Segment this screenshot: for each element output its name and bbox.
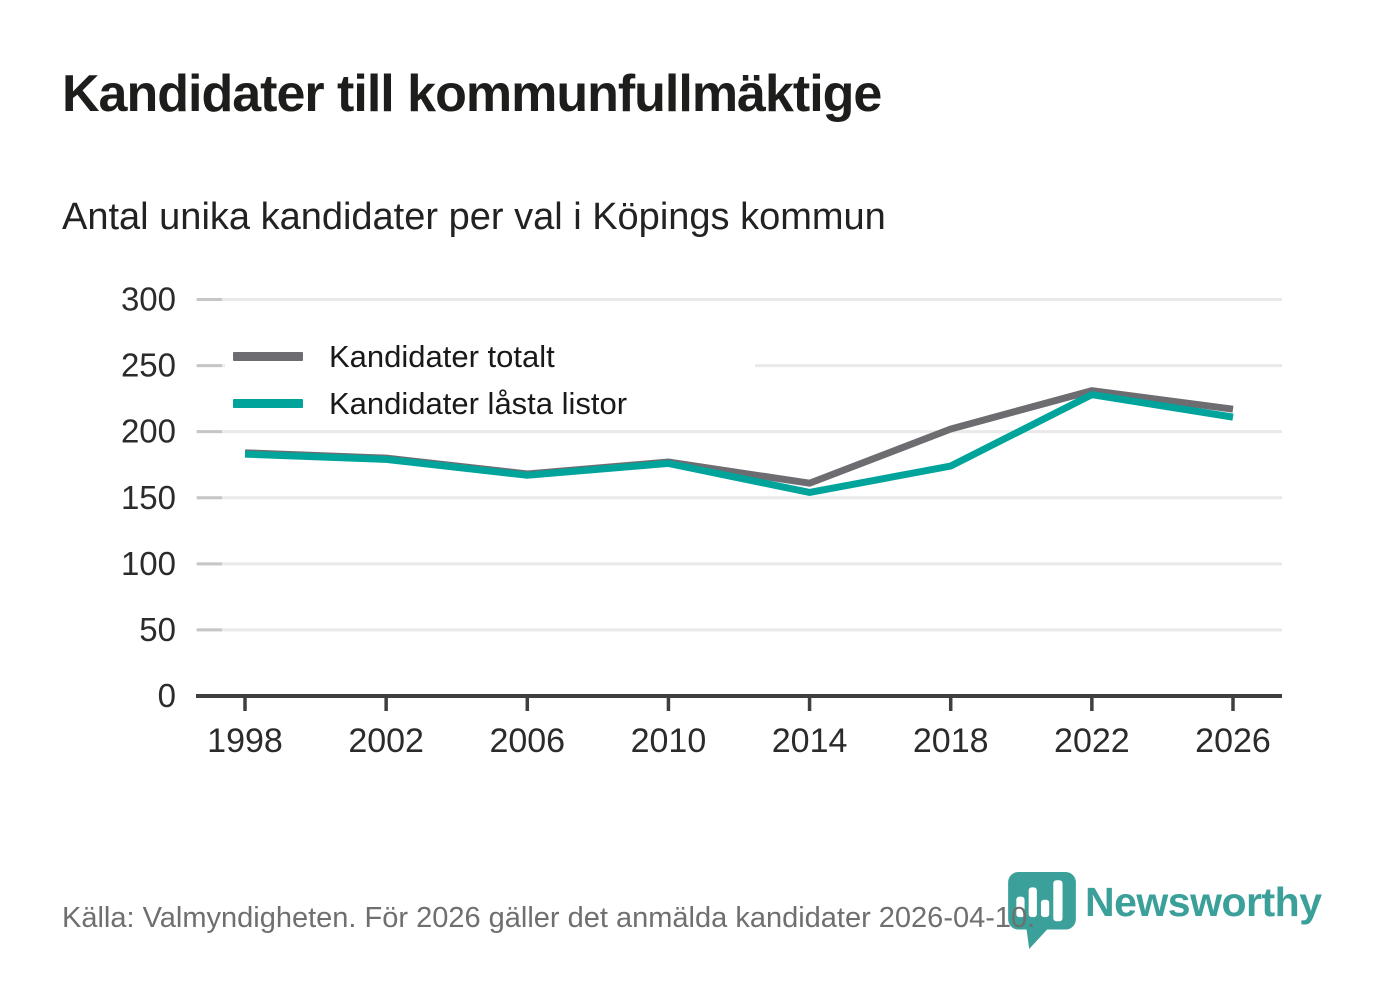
legend-swatch-lasta-listor — [233, 399, 303, 408]
chart-legend — [225, 333, 755, 427]
page-title: Kandidater till kommunfullmäktige — [62, 65, 882, 123]
chart-subtitle: Antal unika kandidater per val i Köpings kommun — [62, 196, 886, 238]
newsworthy-logo-text: Newsworthy — [1085, 879, 1322, 925]
x-tick-label-2018: 2018 — [912, 722, 989, 760]
y-tick-label-100: 100 — [120, 544, 176, 582]
legend-label-lasta-listor: Kandidater låsta listor — [329, 386, 628, 421]
y-tick-label-200: 200 — [120, 412, 176, 450]
legend-item-kandidater-totalt — [225, 333, 755, 380]
x-tick-label-2006: 2006 — [489, 722, 566, 760]
x-tick-label-2026: 2026 — [1195, 722, 1271, 760]
legend-label-totalt: Kandidater totalt — [329, 339, 555, 374]
legend-swatch-totalt — [233, 352, 303, 361]
y-tick-label-300: 300 — [120, 280, 176, 318]
x-tick-label-2022: 2022 — [1054, 722, 1130, 760]
x-tick-label-2010: 2010 — [630, 722, 707, 760]
newsworthy-logo — [1008, 872, 1322, 950]
source-note: Källa: Valmyndigheten. För 2026 gäller det anmälda kandidater 2026-04-10. — [62, 902, 1036, 934]
x-tick-label-2002: 2002 — [348, 722, 424, 760]
x-tick-label-1998: 1998 — [207, 722, 283, 760]
y-tick-label-150: 150 — [120, 478, 176, 516]
y-tick-label-50: 50 — [139, 610, 176, 648]
y-tick-label-250: 250 — [120, 346, 176, 384]
y-tick-label-0: 0 — [157, 677, 176, 714]
legend-item-kandidater-lasta-listor — [225, 380, 755, 427]
x-tick-label-2014: 2014 — [771, 722, 848, 760]
